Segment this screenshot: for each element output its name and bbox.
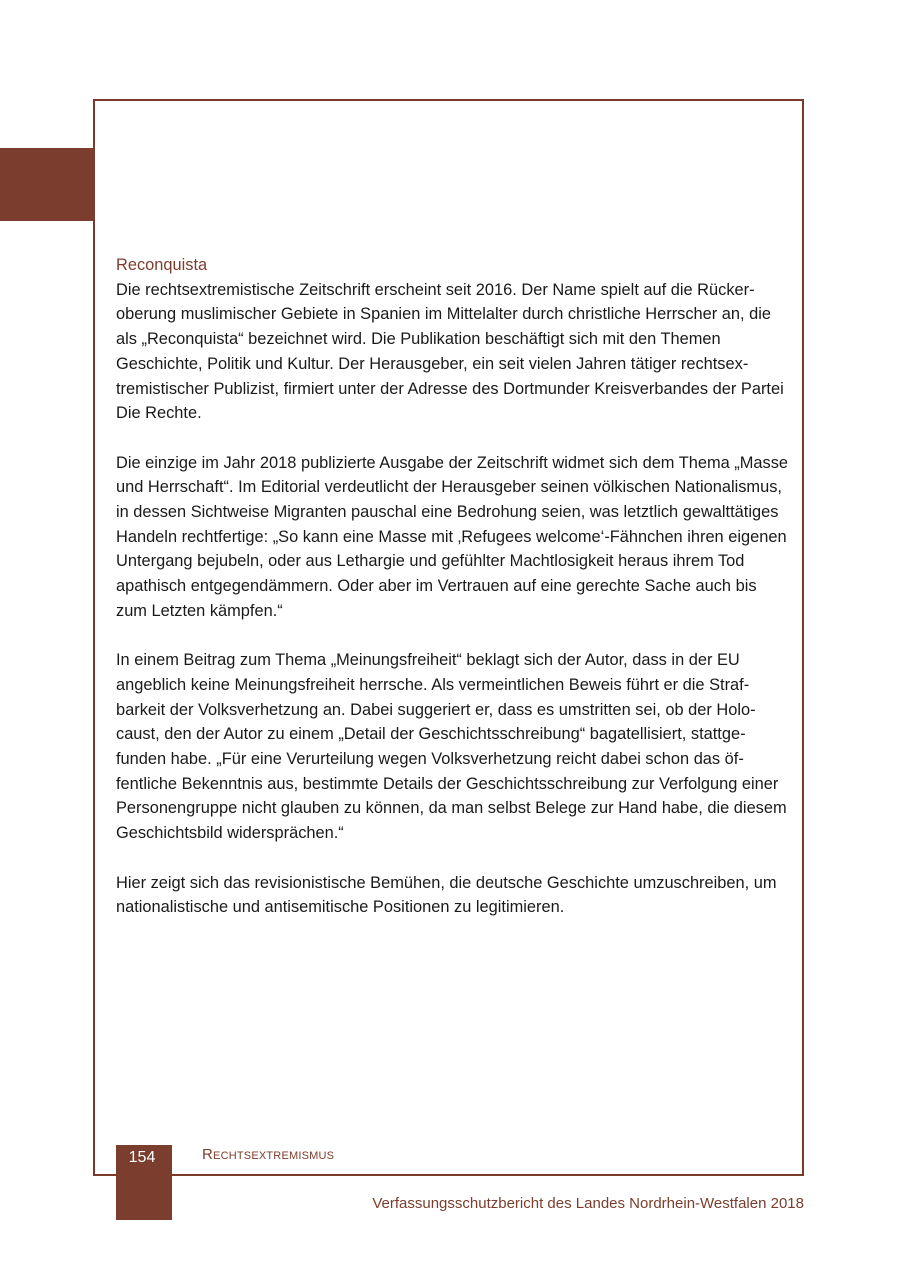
section-title: Reconquista <box>116 256 208 274</box>
main-content <box>116 253 788 945</box>
running-head: Rechtsextremismus <box>202 1146 335 1163</box>
publication-title: Verfassungsschutzbericht des Landes Nordrhein-Westfalen 2018 <box>372 1195 804 1212</box>
side-tab-marker <box>0 148 93 221</box>
paragraph-2: Die einzige im Jahr 2018 publizierte Ausgabe der Zeitschrift widmet sich dem Thema „Masse und Herrschaft“. Im Editorial verdeutlicht der Herausgeber seinen völkischen Nationalismus, in dessen Sichtweise Migranten pauschal eine Bedrohung seien, was letztlich gewalttätiges Handeln rechtfertige: „So kann eine Masse mit ‚Refugees welcome‘-Fähnchen ihren eigenen Untergang bejubeln, oder aus Lethargie und gefühlter Machtlosigkeit heraus ihrem Tod apathisch entgegendämmern. Oder aber im Vertrauen auf eine gerechte Sache auch bis zum Letzten kämpfen.“ <box>116 453 789 620</box>
paragraph-1: Die rechtsextremistische Zeitschrift erscheint seit 2016. Der Name spielt auf die Rückeroberung muslimischer Gebiete in Spanien im Mittelalter durch christliche Herrscher an, die als „Reconquista“ bezeichnet wird. Die Publikation beschäftigt sich mit den Themen Geschichte, Politik und Kultur. Der Herausgeber, ein seit vielen Jahren tätiger rechtsextremistischer Publizist, firmiert unter der Adresse des Dortmunder Kreisverbandes der Partei Die Rechte. <box>116 280 784 423</box>
paragraph-3: In einem Beitrag zum Thema „Meinungsfreiheit“ beklagt sich der Autor, dass in der EU angeblich keine Meinungsfreiheit herrsche. Als vermeintlichen Beweis führt er die Strafbarkeit der Volksverhetzung an. Dabei suggeriert er, dass es umstritten sei, ob der Holocaust, den der Autor zu einem „Detail der Geschichtsschreibung“ bagatellisiert, stattgefunden habe. „Für eine Verurteilung wegen Volksverhetzung reicht dabei schon das öffentliche Bekenntnis aus, bestimmte Details der Geschichtsschreibung zur Verfolgung einer Personengruppe nicht glauben zu können, da man selbst Belege zur Hand habe, die diesem Geschichtsbild widersprächen.“ <box>116 651 787 843</box>
page-number: 154 <box>128 1149 156 1166</box>
paragraph-4: Hier zeigt sich das revisionistische Bemühen, die deutsche Geschichte umzuschreiben, um nationalistische und antisemitische Positionen zu legitimieren. <box>116 873 777 917</box>
